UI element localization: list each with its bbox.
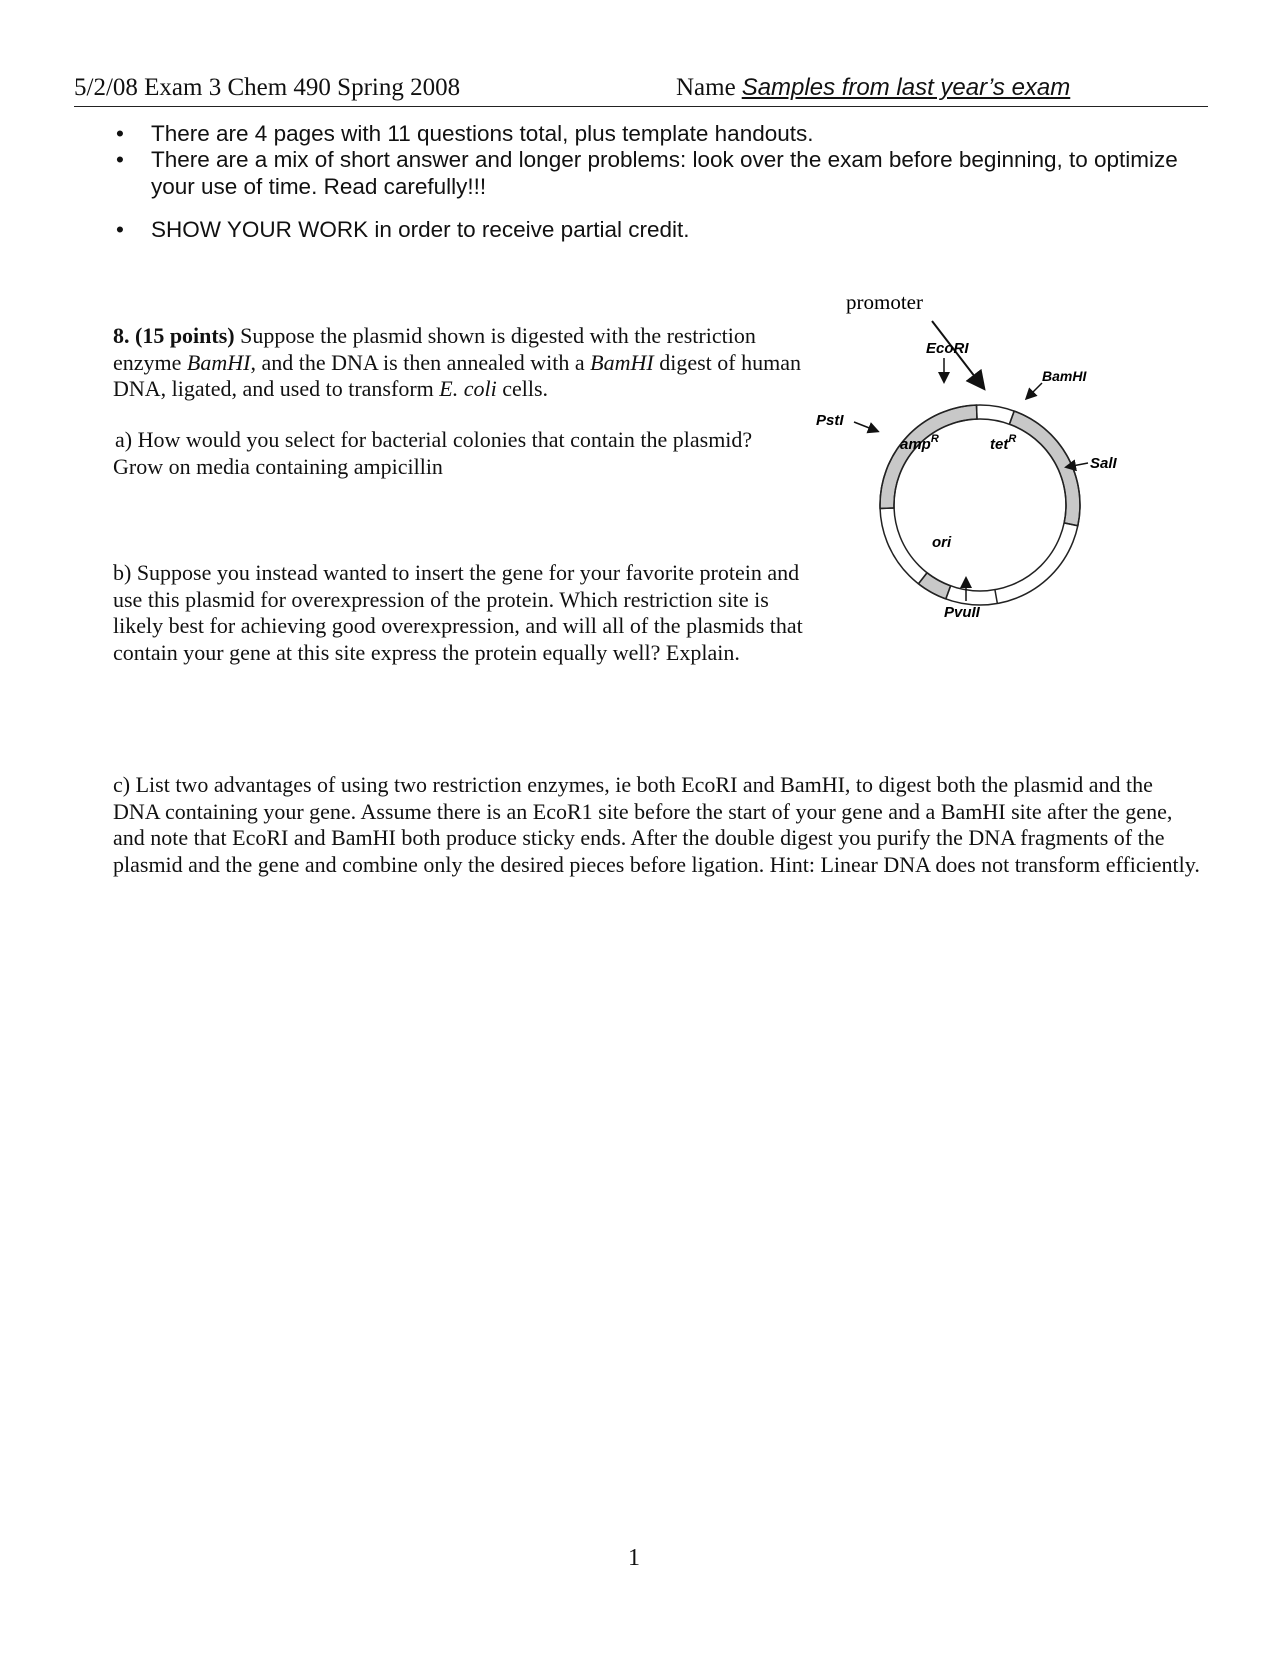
- psti-arrow-icon: [854, 422, 877, 431]
- question-8: [113, 323, 813, 403]
- bullet-icon: •: [116, 147, 124, 172]
- question-text: , and the DNA is then annealed with a: [250, 349, 591, 375]
- question-number: 8. (15 points): [113, 323, 235, 348]
- organism-name: E. coli: [439, 376, 497, 401]
- promoter-label: promoter: [846, 290, 923, 314]
- enzyme-name: BamHI: [186, 349, 251, 375]
- name-label: Name: [676, 74, 736, 101]
- part-a-answer: Grow on media containing ampicillin: [113, 453, 443, 479]
- plasmid-diagram: [816, 285, 1200, 665]
- bamhi-arrow-icon: [1027, 383, 1042, 398]
- instruction-text: SHOW YOUR WORK in order to receive partial credit.: [151, 217, 690, 242]
- amp-label: amp$^R$: [900, 433, 939, 453]
- exam-header: [74, 74, 1208, 107]
- question-text: Suppose the plasmid shown is digested with the restriction enzyme: [113, 323, 756, 375]
- instruction-text: There are a mix of short answer and longer problems: look over the exam before beginning, to optimize your use of time. Read carefully!!!: [151, 147, 1178, 199]
- enzyme-name: BamHI: [590, 349, 654, 375]
- part-a-question: a) How would you select for bacterial colonies that contain the plasmid?: [115, 427, 753, 452]
- tet-label: tet$^R$: [990, 433, 1017, 453]
- part-a: [113, 427, 813, 480]
- bamhi-label: BamHI: [1042, 368, 1087, 384]
- page-number: 1: [628, 1545, 640, 1571]
- ori-label: ori: [932, 534, 952, 551]
- bullet-icon: •: [116, 121, 124, 146]
- sali-label: SalI: [1090, 455, 1117, 472]
- plasmid-ring: [880, 405, 1080, 605]
- psti-label: PstI: [816, 412, 844, 429]
- question-text: digest of human DNA, ligated, and used to transform: [113, 349, 801, 401]
- instruction-text: There are 4 pages with 11 questions total, plus template handouts.: [151, 121, 814, 146]
- part-c-question: c) List two advantages of using two restriction enzymes, ie both EcoRI and BamHI, to digest both the plasmid and the DNA containing your gene. Assume there is an EcoR1 site before the start of your gene and a BamHI site after the gene, and note that EcoRI and BamHI both produce sticky ends. After the double digest you purify the DNA fragments of the plasmid and the gene and combine only the desired pieces before ligation. Hint: Linear DNA does not transform efficiently.: [113, 772, 1200, 877]
- name-value: Samples from last year’s exam: [741, 74, 1071, 101]
- segment-boundary: [995, 590, 997, 604]
- question-text: cells.: [496, 376, 549, 401]
- exam-title: 5/2/08 Exam 3 Chem 490 Spring 2008: [74, 74, 461, 101]
- name-line: [676, 74, 1070, 102]
- ecori-label: EcoRI: [926, 340, 969, 357]
- part-b-question: b) Suppose you instead wanted to insert the gene for your favorite protein and use this plasmid for overexpression of the protein. Which restriction site is likely best for achieving good overexpression, and will all of the plasmids that contain your gene at this site express the protein equally well? Explain.: [113, 560, 803, 665]
- pvuii-label: PvuII: [944, 604, 980, 621]
- bullet-icon: •: [116, 217, 124, 242]
